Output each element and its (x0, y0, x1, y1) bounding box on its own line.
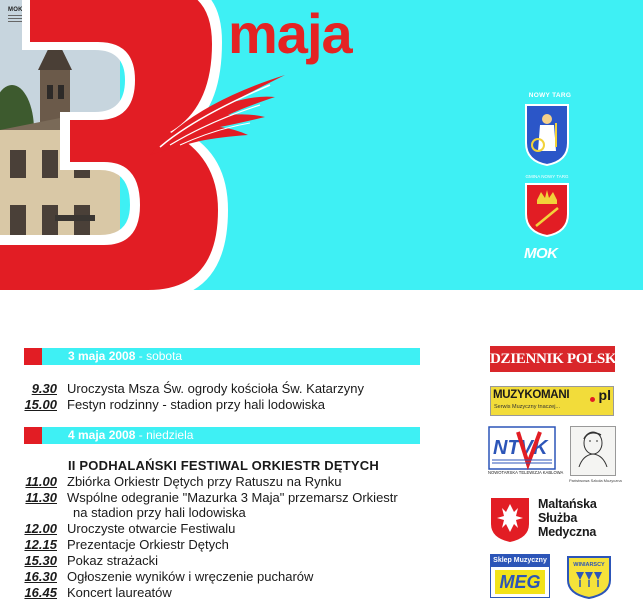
event-text: Pokaz strażacki (67, 553, 159, 568)
header-banner (0, 0, 643, 290)
gmina-crest-icon (524, 182, 570, 238)
event-time: 12.00 (24, 521, 57, 536)
winiarscy-name: WINIARSCY (573, 562, 605, 568)
event-text: Festyn rodzinny - stadion przy hali lodowiskа (67, 397, 325, 412)
day1-sep: - (135, 349, 147, 363)
event-text: Uroczyste otwarcie Festiwalu (67, 521, 236, 536)
event-text-continued: na stadion przy hali lodowiska (73, 505, 246, 520)
day1-date: 3 maja 2008 (68, 349, 136, 363)
muzykomani-subtitle: Serwis Muzyczny tnaczej... (494, 404, 561, 410)
day1-weekday: sobota (146, 349, 183, 363)
crest1-title-wrap (520, 92, 580, 99)
schedule-row (12, 490, 398, 506)
dziennik-polski-logo: DZIENNIK POLSKI (490, 346, 615, 372)
ntvk-caption: NOWOTARSKA TELEWIZJA KABLOWA (488, 470, 564, 475)
event-time: 9.30 (31, 381, 57, 396)
maltese-cross-icon (489, 496, 531, 544)
day2-weekday: niedziela (146, 428, 194, 442)
event-text: Uroczysta Msza Św. ogrody kościoła Św. Katarzyny (67, 381, 364, 396)
schedule-row (12, 521, 236, 537)
schedule-row (12, 585, 172, 601)
event-text: Zbiórka Orkiestr Dętych przy Ratuszu na Rynku (67, 474, 342, 489)
muzykomani-name: MUZYKOMANI (493, 389, 570, 401)
event-time: 16.45 (24, 585, 57, 600)
banner-title: maja (228, 2, 352, 65)
muzykomani-pl: pl (598, 387, 611, 403)
event-time: 15.30 (24, 553, 57, 568)
maltanska-sluzba-text (538, 497, 597, 539)
malta-line-2: Służba (538, 511, 578, 525)
schedule-row (12, 569, 314, 585)
malta-line-3: Medyczna (538, 525, 597, 539)
event-text: Wspólne odegranie "Mazurka 3 Maja" przemarsz Orkiestr (67, 490, 398, 505)
event-text: Ogłoszenie wyników i wręczenie pucharów (67, 569, 314, 584)
day2-header-text (68, 428, 193, 442)
crest1-title: NOWY TARG (528, 92, 572, 99)
muzykomani-logo (490, 386, 614, 416)
nowy-targ-crest-icon (524, 103, 570, 167)
event-time: 16.30 (24, 569, 57, 584)
festival-title: II PODHALAŃSKI FESTIWAL ORKIESTR DĘTYCH (68, 458, 379, 473)
eagle-wing-graphic (150, 55, 285, 155)
schedule-row (12, 397, 325, 413)
day2-date: 4 maja 2008 (68, 428, 136, 442)
day2-header-bar (24, 427, 420, 444)
event-time: 11.00 (25, 474, 57, 489)
winiarscy-logo (565, 554, 613, 600)
schedule-row (12, 537, 229, 553)
day1-header-bar (24, 348, 420, 365)
schedule-row (12, 381, 364, 397)
event-time: 11.30 (25, 490, 57, 505)
ntvk-name: NTVK (493, 437, 548, 459)
muzykomani-dot (590, 397, 595, 402)
day1-red-marker (24, 348, 42, 365)
mok-logo: MOK (524, 245, 558, 262)
meg-top-text: Sklep Muzyczny (491, 555, 549, 567)
event-time: 12.15 (24, 537, 57, 552)
meg-name: MEG (495, 570, 545, 594)
malta-line-1: Maltańska (538, 497, 597, 511)
meg-music-shop-logo (490, 554, 550, 598)
crest2-title: GMINA NOWY TARG (525, 174, 569, 179)
day2-red-marker (24, 427, 42, 444)
day1-header-text (68, 349, 182, 363)
schedule-row (12, 474, 342, 490)
event-text: Prezentacje Orkiestr Dętych (67, 537, 229, 552)
event-time: 15.00 (24, 397, 57, 412)
mini-mok-logo: MOK (8, 7, 24, 27)
event-text: Koncert laureatów (67, 585, 172, 600)
chopin-portrait-icon (570, 426, 616, 476)
day2-sep: - (135, 428, 147, 442)
schedule-row (12, 553, 159, 569)
ntvk-logo (488, 426, 564, 476)
chopin-caption: Państwowa Szkoła Muzyczna (569, 478, 622, 483)
